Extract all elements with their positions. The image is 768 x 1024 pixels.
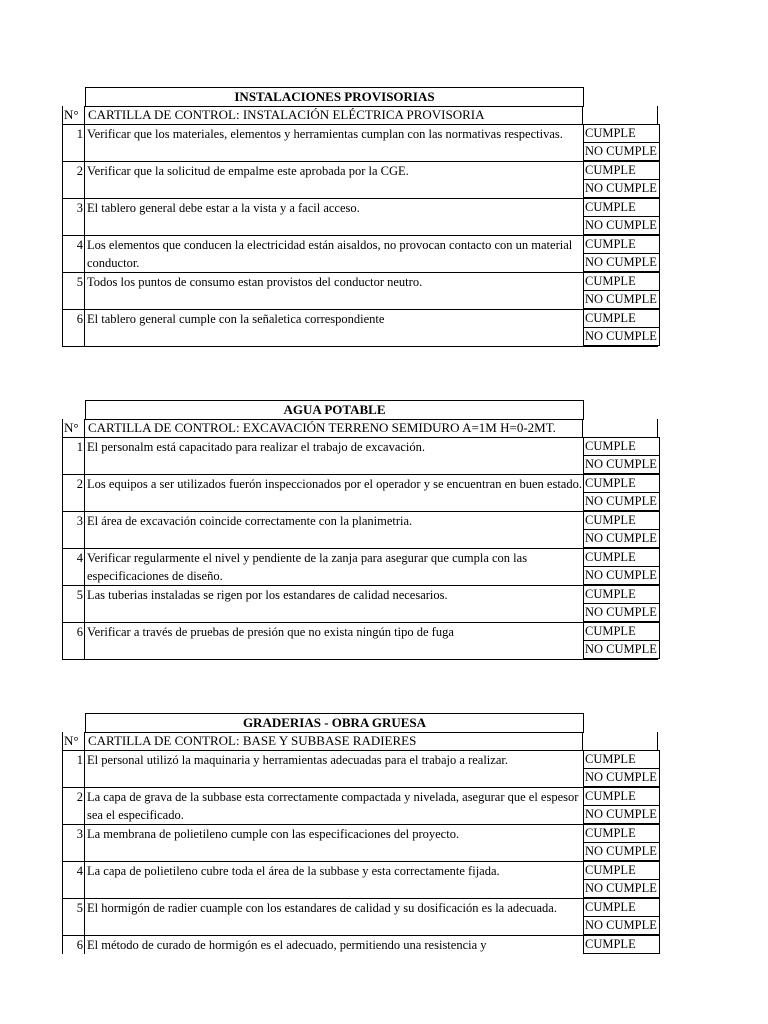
item-description: Verificar a través de pruebas de presión que no exista ningún tipo de fuga <box>87 625 454 639</box>
no-cumple-cell[interactable]: NO CUMPLE <box>583 455 660 474</box>
table-row <box>62 862 658 899</box>
no-cumple-cell[interactable]: NO CUMPLE <box>583 290 660 309</box>
table-row <box>62 899 658 936</box>
cumple-cell[interactable]: CUMPLE <box>583 750 660 769</box>
item-description: El personalm está capacitado para realizar el trabajo de excavación. <box>87 440 426 454</box>
item-number: 6 <box>63 623 85 659</box>
table-row <box>62 199 658 236</box>
checklist-agua-potable <box>62 400 658 660</box>
table-row <box>62 125 658 162</box>
item-description: El área de excavación coincide correctamente con la planimetria. <box>87 514 413 528</box>
table-row <box>62 936 658 954</box>
no-cumple-cell[interactable]: NO CUMPLE <box>583 805 660 824</box>
item-number: 3 <box>63 825 85 861</box>
item-description: Los equipos a ser utilizados fuerón inspeccionados por el operador y se encuentran en buen estado. <box>87 477 582 491</box>
item-number: 5 <box>63 899 85 935</box>
table-row <box>62 236 658 273</box>
item-description: La membrana de polietileno cumple con las especificaciones del proyecto. <box>87 827 460 841</box>
no-cumple-cell[interactable]: NO CUMPLE <box>583 566 660 585</box>
item-number: 1 <box>63 125 85 161</box>
item-description: El personal utilizó la maquinaria y herramientas adecuadas para el trabajo a realizar. <box>87 753 508 767</box>
number-header: N° <box>63 732 85 750</box>
cumple-cell[interactable]: CUMPLE <box>583 272 660 291</box>
cumple-cell[interactable]: CUMPLE <box>583 935 660 954</box>
number-header: N° <box>63 419 85 437</box>
no-cumple-cell[interactable]: NO CUMPLE <box>583 842 660 861</box>
table-row <box>62 273 658 310</box>
item-number: 4 <box>63 549 85 585</box>
cumple-cell[interactable]: CUMPLE <box>583 437 660 456</box>
item-number: 2 <box>63 475 85 511</box>
table-row <box>62 549 658 586</box>
item-description: El método de curado de hormigón es el adecuado, permitiendo una resistencia y <box>87 938 487 952</box>
item-number: 6 <box>63 936 85 954</box>
cumple-cell[interactable]: CUMPLE <box>583 861 660 880</box>
item-description: Verificar regularmente el nivel y pendiente de la zanja para asegurar que cumpla con las especificaciones de diseño. <box>87 551 528 583</box>
cartilla-title: CARTILLA DE CONTROL: INSTALACIÓN ELÉCTRICA PROVISORIA <box>86 106 583 124</box>
item-description: Todos los puntos de consumo estan provistos del conductor neutro. <box>87 275 423 289</box>
table-row <box>62 512 658 549</box>
item-description: El tablero general cumple con la señaletica correspondiente <box>87 312 385 326</box>
item-number: 6 <box>63 310 85 346</box>
no-cumple-cell[interactable]: NO CUMPLE <box>583 768 660 787</box>
cumple-cell[interactable]: CUMPLE <box>583 787 660 806</box>
item-number: 2 <box>63 162 85 198</box>
item-number: 3 <box>63 199 85 235</box>
cumple-cell[interactable]: CUMPLE <box>583 124 660 143</box>
no-cumple-cell[interactable]: NO CUMPLE <box>583 142 660 161</box>
item-description: Verificar que los materiales, elementos y herramientas cumplan con las normativas respectivas. <box>87 127 563 141</box>
no-cumple-cell[interactable]: NO CUMPLE <box>583 879 660 898</box>
section-title: INSTALACIONES PROVISORIAS <box>85 87 584 107</box>
table-header <box>62 419 658 438</box>
table-row <box>62 162 658 199</box>
table-row <box>62 825 658 862</box>
table-row <box>62 788 658 825</box>
cartilla-title: CARTILLA DE CONTROL: EXCAVACIÓN TERRENO SEMIDURO A=1M H=0-2MT. <box>86 419 583 437</box>
item-number: 5 <box>63 586 85 622</box>
cumple-cell[interactable]: CUMPLE <box>583 198 660 217</box>
item-description: Verificar que la solicitud de empalme este aprobada por la CGE. <box>87 164 409 178</box>
cumple-cell[interactable]: CUMPLE <box>583 161 660 180</box>
number-header: N° <box>63 106 85 124</box>
item-number: 4 <box>63 862 85 898</box>
checklist-instalaciones-provisorias <box>62 87 658 347</box>
cartilla-title: CARTILLA DE CONTROL: BASE Y SUBBASE RADIERES <box>86 732 583 750</box>
item-number: 1 <box>63 438 85 474</box>
item-description: Las tuberias instaladas se rigen por los estandares de calidad necesarios. <box>87 588 448 602</box>
no-cumple-cell[interactable]: NO CUMPLE <box>583 603 660 622</box>
section-title: AGUA POTABLE <box>85 400 584 420</box>
cumple-cell[interactable]: CUMPLE <box>583 585 660 604</box>
table-row <box>62 586 658 623</box>
item-number: 4 <box>63 236 85 272</box>
item-description: Los elementos que conducen la electricidad están aisaldos, no provocan contacto con un material conductor. <box>87 238 573 270</box>
cumple-cell[interactable]: CUMPLE <box>583 622 660 641</box>
item-number: 5 <box>63 273 85 309</box>
table-row <box>62 438 658 475</box>
no-cumple-cell[interactable]: NO CUMPLE <box>583 916 660 935</box>
cumple-cell[interactable]: CUMPLE <box>583 511 660 530</box>
no-cumple-cell[interactable]: NO CUMPLE <box>583 179 660 198</box>
table-header <box>62 732 658 751</box>
item-description: El hormigón de radier cuample con los estandares de calidad y su dosificación es la adecuada. <box>87 901 557 915</box>
cumple-cell[interactable]: CUMPLE <box>583 235 660 254</box>
checklist-graderias-obra-gruesa <box>62 713 658 954</box>
item-description: La capa de polietileno cubre toda el área de la subbase y esta correctamente fijada. <box>87 864 500 878</box>
cumple-cell[interactable]: CUMPLE <box>583 309 660 328</box>
cumple-cell[interactable]: CUMPLE <box>583 824 660 843</box>
table-row <box>62 623 658 660</box>
item-description: El tablero general debe estar a la vista y a facil acceso. <box>87 201 360 215</box>
cumple-cell[interactable]: CUMPLE <box>583 898 660 917</box>
table-row <box>62 475 658 512</box>
table-row <box>62 310 658 347</box>
no-cumple-cell[interactable]: NO CUMPLE <box>583 492 660 511</box>
item-number: 2 <box>63 788 85 824</box>
no-cumple-cell[interactable]: NO CUMPLE <box>583 327 660 346</box>
no-cumple-cell[interactable]: NO CUMPLE <box>583 640 660 659</box>
section-title: GRADERIAS - OBRA GRUESA <box>85 713 584 733</box>
no-cumple-cell[interactable]: NO CUMPLE <box>583 253 660 272</box>
item-description: La capa de grava de la subbase esta correctamente compactada y nivelada, asegurar que el espesor sea el especificado. <box>87 790 579 822</box>
item-number: 1 <box>63 751 85 787</box>
cumple-cell[interactable]: CUMPLE <box>583 474 660 493</box>
table-row <box>62 751 658 788</box>
item-number: 3 <box>63 512 85 548</box>
cumple-cell[interactable]: CUMPLE <box>583 548 660 567</box>
no-cumple-cell[interactable]: NO CUMPLE <box>583 529 660 548</box>
table-header <box>62 106 658 125</box>
no-cumple-cell[interactable]: NO CUMPLE <box>583 216 660 235</box>
